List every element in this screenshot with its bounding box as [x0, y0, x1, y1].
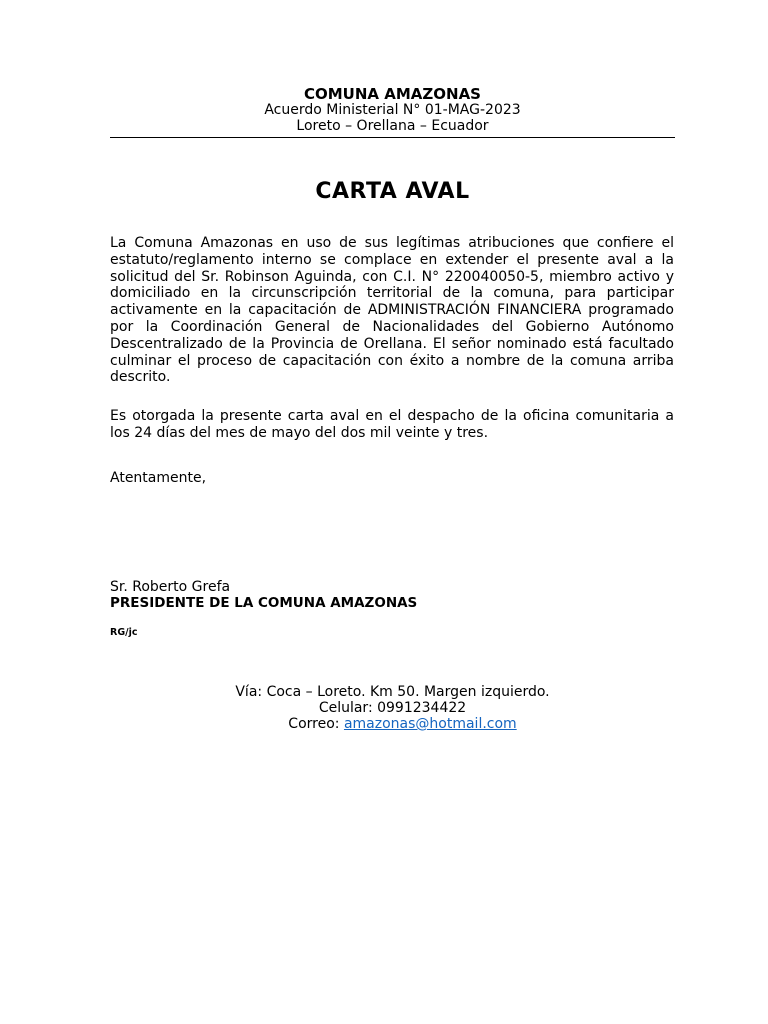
ministerial-agreement: Acuerdo Ministerial N° 01-MAG-2023	[264, 102, 521, 118]
body-paragraph-2: Es otorgada la presente carta aval en el despacho de la oficina comunitaria a los 24 días del mes de mayo del dos mil veinte y tres.	[110, 408, 674, 441]
closing-salutation: Atentamente,	[110, 470, 207, 486]
footer-email-line	[110, 716, 675, 732]
reference-initials: RG/jc	[110, 627, 138, 638]
organization-name: COMUNA AMAZONAS	[304, 85, 481, 103]
body-paragraph-1: La Comuna Amazonas en uso de sus legítimas atribuciones que confiere el estatuto/reglamento interno se complace en extender el presente aval a la solicitud del Sr. Robinson Aguinda, con C.I. N° 220040050-5, miembro activo y domiciliado en la circunscripción territorial de la comuna, para participar activamente en la capacitación de ADMINISTRACIÓN FINANCIERA programado por la Coordinación General de Nacionalidades del Gobierno Autónomo Descentralizado de la Provincia de Orellana. El señor nominado está facultado culminar el proceso de capacitación con éxito a nombre de la comuna arriba descrito.	[110, 235, 674, 386]
footer-phone: Celular: 0991234422	[318, 700, 467, 716]
signer-role: PRESIDENTE DE LA COMUNA AMAZONAS	[110, 595, 418, 611]
signer-name: Sr. Roberto Grefa	[110, 579, 231, 595]
letterhead	[110, 86, 675, 134]
header-divider	[110, 137, 675, 138]
contact-footer	[110, 684, 675, 732]
signature-block	[110, 579, 417, 611]
email-link[interactable]: amazonas@hotmail.com	[343, 716, 517, 732]
footer-email-label: Correo:	[288, 716, 344, 732]
document-title: CARTA AVAL	[315, 179, 470, 204]
organization-location: Loreto – Orellana – Ecuador	[296, 118, 489, 134]
footer-address: Vía: Coca – Loreto. Km 50. Margen izquierdo.	[235, 684, 550, 700]
